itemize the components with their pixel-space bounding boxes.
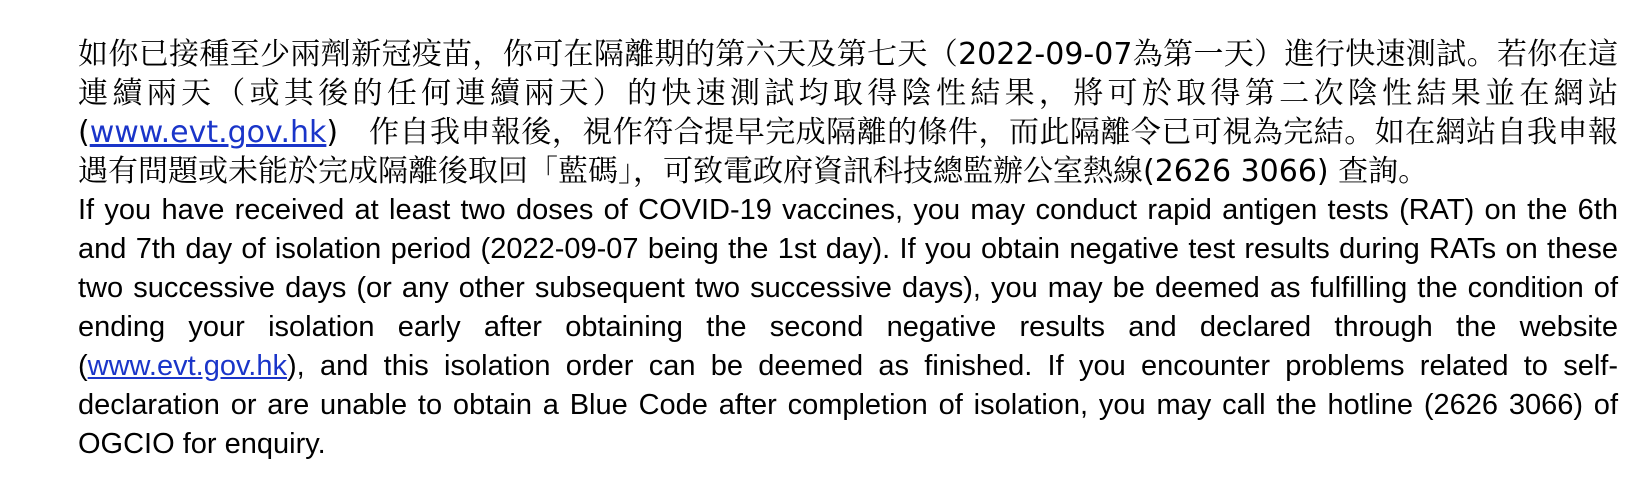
chinese-text-part2: ) 作自我申報後，視作符合提早完成隔離的條件，而此隔離令已可視為完結。如在網站自我申報遇有問題或未能於完成隔離後取回「藍碼」，可致電政府資訊科技總監辦公室熱線(2626 3066) 查詢。 bbox=[78, 115, 1618, 189]
english-text-part1: If you have received at least two doses of COVID-19 vaccines, you may conduct rapid antigen tests (RAT) on the 6th and 7th day of isolation period (2022-09-07 being the 1st day). If you obtain negative test results during RATs on these two successive days (or any other subsequent two successive days), you may be deemed as fulfilling the condition of ending your isolation early after obtaining the second negative results and declared through the website ( bbox=[78, 194, 1618, 382]
notice-paragraph-chinese bbox=[78, 35, 1618, 191]
website-link-english[interactable]: www.evt.gov.hk bbox=[87, 350, 287, 382]
english-text-part2: ), and this isolation order can be deemed as finished. If you encounter problems related to self-declaration or are unable to obtain a Blue Code after completion of isolation, you may call the hotline (2626 3066) of OGCIO for enquiry. bbox=[78, 350, 1618, 460]
isolation-notice bbox=[78, 35, 1618, 464]
notice-paragraph-english bbox=[78, 191, 1618, 464]
chinese-text-part1: 如你已接種至少兩劑新冠疫苗，你可在隔離期的第六天及第七天（2022-09-07為第一天）進行快速測試。若你在這連續兩天（或其後的任何連續兩天）的快速測試均取得陰性結果，將可於取得第二次陰性結果並在網站( bbox=[78, 37, 1618, 150]
website-link-chinese[interactable]: www.evt.gov.hk bbox=[89, 115, 327, 150]
